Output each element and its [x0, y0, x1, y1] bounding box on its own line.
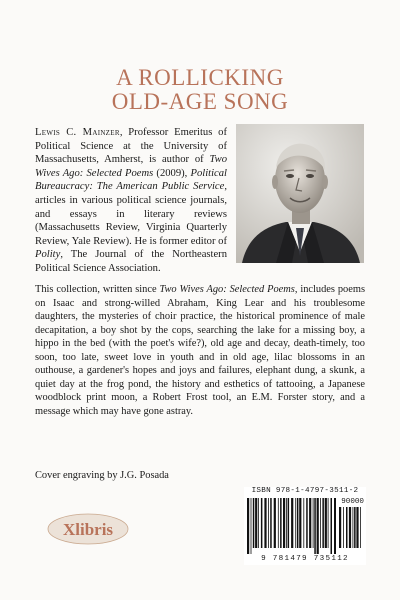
- barcode-bar: [349, 507, 351, 548]
- barcode-bar: [317, 498, 319, 554]
- barcode-bar: [309, 498, 311, 548]
- barcode-bar: [253, 498, 255, 548]
- barcode-bar: [261, 498, 263, 548]
- barcode-bar: [291, 498, 293, 548]
- synopsis-text-1: This collection, written since: [35, 284, 160, 295]
- barcode-bar: [314, 498, 316, 554]
- barcode-bar: [255, 498, 257, 548]
- barcode-bar: [258, 498, 259, 548]
- isbn-number: ISBN 978-1-4797-3511-2: [251, 487, 359, 495]
- bio-text-1: , Professor Emeritus of Political Science at the University of Massachusetts, Amherst, is author of: [35, 127, 227, 166]
- barcode-bar: [299, 498, 301, 548]
- cover-credit: Cover engraving by J.G. Posada: [35, 470, 169, 481]
- title-line-2: OLD-AGE SONG: [111, 89, 289, 114]
- price-code: 90000: [341, 498, 364, 506]
- title-line-1: A ROLLICKING: [116, 65, 284, 90]
- barcode-bar: [264, 498, 266, 548]
- xlibris-logo: [47, 513, 129, 545]
- bio-text-2: (2009),: [153, 167, 191, 179]
- author-portrait-image: [236, 124, 364, 263]
- barcode-bar: [278, 498, 279, 548]
- barcode-bar: [251, 498, 252, 554]
- synopsis-book-title: Two Wives Ago: Selected Poems: [159, 284, 295, 295]
- synopsis-text-2: , includes poems on Isaac and strong-willed Abraham, King Lear and his troublesome daughters, the mysteries of choir practice, the historical prominence of male decapitation, a boy shot by the cops, searching the lake for a missing boy, a hippo in the bed (with the poet's wife?), old age and decay, death-timely, too soon, too late, sweet love in youth and in old age, lilac blossoms in an outhouse, a gardener's hopes and joys and failures, elephant dung, a skunk, a quiet day at the frog pond, the history and esthetics of tattooing, a Japanese woodblock print moon, a Robert Frost tool, an E.M. Forster story, and a message which may have gone astray.: [35, 284, 365, 417]
- barcode-bar: [306, 498, 308, 548]
- barcode-bar: [286, 498, 287, 548]
- barcode-bar: [268, 498, 269, 548]
- bio-journal-title: Polity: [35, 249, 61, 261]
- isbn-barcode-block: [244, 487, 366, 565]
- book-title: [0, 66, 400, 114]
- author-name: Lewis C. Mainzer: [35, 127, 120, 138]
- barcode-bar: [280, 498, 282, 548]
- barcode-bar: [343, 507, 344, 548]
- bio-book-title-2: Political Bureaucracy: The American Public Service: [35, 167, 227, 193]
- barcode-bar: [360, 507, 361, 548]
- barcode-bar: [295, 498, 296, 548]
- price-barcode-bars: [338, 507, 364, 554]
- barcode-bar: [339, 507, 341, 548]
- author-biography: [35, 126, 227, 276]
- barcode-bar: [354, 507, 356, 548]
- bio-text-3: , articles in various political science journals, and essays in literary reviews (Massachusetts Review, Virginia Quarterly Review, Yale Review). He is former editor of: [35, 181, 227, 247]
- barcode-bar: [325, 498, 327, 548]
- barcode-bar: [356, 507, 358, 548]
- ean-barcode-bars: [246, 498, 336, 554]
- barcode-bar: [297, 498, 299, 548]
- author-photo: [236, 124, 364, 263]
- ean-number: 9 781479 735112: [261, 555, 349, 563]
- publisher-name: Xlibris: [62, 520, 114, 539]
- barcode-bar: [328, 498, 329, 548]
- barcode-bar: [331, 498, 333, 554]
- book-synopsis: [35, 283, 365, 418]
- barcode-bar: [283, 498, 285, 548]
- barcode-bar: [274, 498, 276, 548]
- barcode-bar: [320, 498, 321, 548]
- barcode-bar: [303, 498, 304, 548]
- barcode-bar: [353, 507, 354, 548]
- barcode-bar: [322, 498, 324, 548]
- barcode-bar: [313, 498, 314, 548]
- bio-text-4: , The Journal of the Northeastern Political Science Association.: [35, 249, 227, 274]
- barcode-bar: [346, 507, 348, 548]
- barcode-bar: [270, 498, 272, 548]
- barcode-bar: [334, 498, 336, 554]
- bio-book-title-1: Two Wives Ago: Selected Poems: [35, 154, 227, 179]
- barcode-bar: [288, 498, 290, 548]
- barcode-bar: [247, 498, 249, 554]
- xlibris-logo-image: [47, 513, 129, 545]
